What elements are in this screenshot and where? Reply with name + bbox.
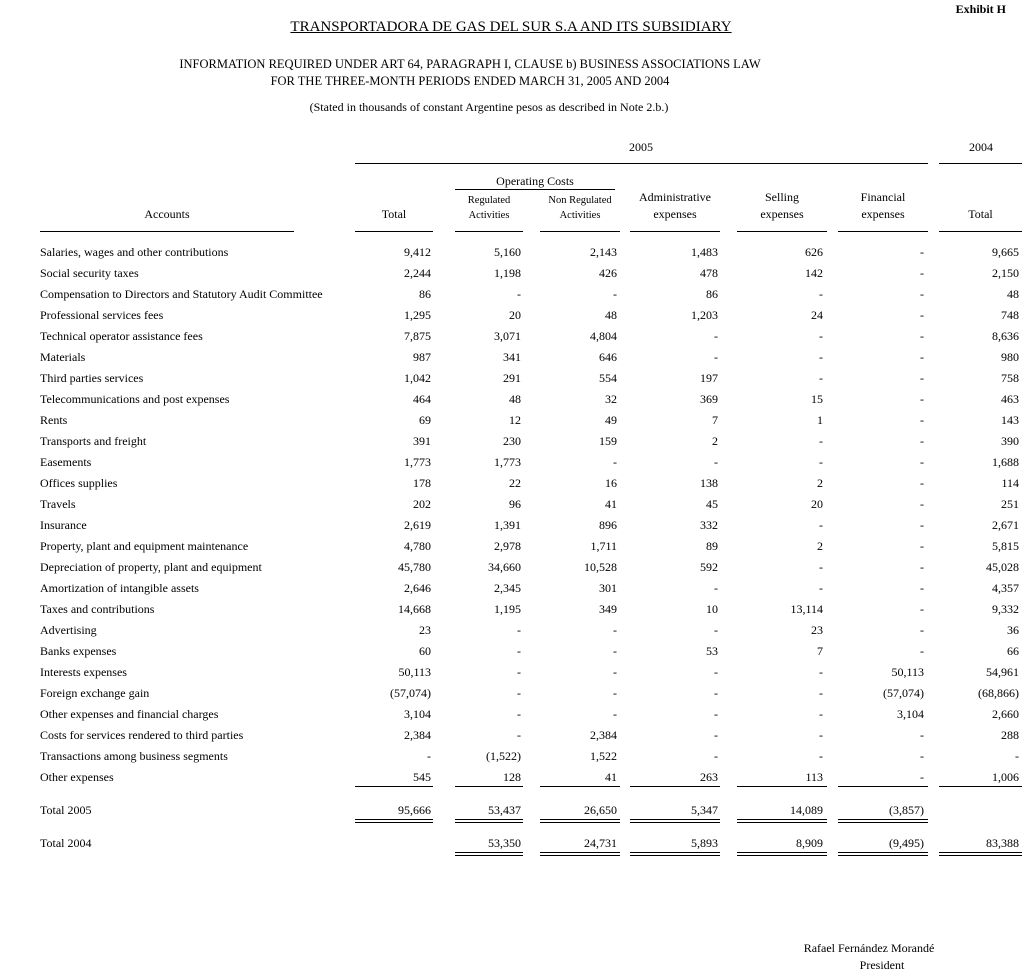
cell-administrative: - <box>714 686 718 700</box>
cell-administrative: 89 <box>706 539 718 553</box>
cell-total: 178 <box>413 476 431 490</box>
double-rule-bottom <box>838 855 928 856</box>
cell-selling: 24 <box>811 308 823 322</box>
account-label: Foreign exchange gain <box>40 686 150 700</box>
cell-total: 7,875 <box>404 329 431 343</box>
cell-selling: - <box>819 560 823 574</box>
total-cell-non-regulated: 26,650 <box>584 803 617 817</box>
double-rule-bottom <box>455 855 523 856</box>
total-cell-financial: (9,495) <box>889 836 924 850</box>
cell-financial: - <box>920 371 924 385</box>
cell-total: 9,412 <box>404 245 431 259</box>
cell-total-2004: 2,660 <box>992 707 1019 721</box>
account-label: Depreciation of property, plant and equipment <box>40 560 262 574</box>
cell-selling: - <box>819 581 823 595</box>
account-label: Insurance <box>40 518 87 532</box>
total-cell-administrative: 5,893 <box>691 836 718 850</box>
account-label: Rents <box>40 413 68 427</box>
cell-regulated: 2,978 <box>494 539 521 553</box>
total-cell-administrative: 5,347 <box>691 803 718 817</box>
cell-financial: - <box>920 476 924 490</box>
double-rule-bottom <box>737 855 827 856</box>
account-label: Interests expenses <box>40 665 127 679</box>
cell-selling: - <box>819 329 823 343</box>
account-label: Other expenses <box>40 770 114 784</box>
total-2004-header-rule <box>939 231 1022 232</box>
year-2004-header: 2004 <box>969 140 993 154</box>
cell-administrative: 138 <box>700 476 718 490</box>
double-rule-bottom <box>455 822 523 823</box>
double-rule-top <box>630 852 720 853</box>
total-cell-non-regulated: 24,731 <box>584 836 617 850</box>
cell-administrative: - <box>714 350 718 364</box>
cell-financial: - <box>920 749 924 763</box>
cell-financial: - <box>920 560 924 574</box>
subtotal-rule <box>455 786 523 787</box>
double-rule-bottom <box>540 855 620 856</box>
non-regulated-header-line2: Activities <box>559 210 601 221</box>
cell-regulated: - <box>517 686 521 700</box>
account-label: Costs for services rendered to third parties <box>40 728 244 742</box>
cell-selling: - <box>819 518 823 532</box>
cell-administrative: - <box>714 707 718 721</box>
cell-non-regulated: - <box>613 665 617 679</box>
cell-total-2004: 36 <box>1007 623 1019 637</box>
selling-header-line2: expenses <box>760 207 804 221</box>
subtotal-rule <box>737 786 827 787</box>
cell-total-2004: 463 <box>1001 392 1019 406</box>
cell-total-2004: 8,636 <box>992 329 1019 343</box>
cell-administrative: 10 <box>706 602 718 616</box>
cell-total-2004: 114 <box>1001 476 1019 490</box>
double-rule-top <box>737 852 827 853</box>
cell-financial: - <box>920 518 924 532</box>
cell-administrative: - <box>714 728 718 742</box>
administrative-header-line1: Administrative <box>639 190 711 204</box>
cell-total-2004: 9,665 <box>992 245 1019 259</box>
account-label: Easements <box>40 455 92 469</box>
cell-selling: 142 <box>805 266 823 280</box>
cell-selling: 20 <box>811 497 823 511</box>
cell-selling: 2 <box>817 539 823 553</box>
cell-administrative: 86 <box>706 287 718 301</box>
cell-non-regulated: 646 <box>599 350 617 364</box>
year-2005-header: 2005 <box>629 140 653 154</box>
cell-total-2004: 4,357 <box>992 581 1019 595</box>
cell-financial: - <box>920 392 924 406</box>
cell-total-2004: 5,815 <box>992 539 1019 553</box>
account-label: Compensation to Directors and Statutory Audit Committee <box>40 287 323 301</box>
account-label: Transactions among business segments <box>40 749 228 763</box>
double-rule-top <box>455 819 523 820</box>
cell-non-regulated: 301 <box>599 581 617 595</box>
double-rule-top <box>630 819 720 820</box>
cell-regulated: 48 <box>509 392 521 406</box>
account-label: Amortization of intangible assets <box>40 581 199 595</box>
cell-financial: - <box>920 455 924 469</box>
account-label: Telecommunications and post expenses <box>40 392 230 406</box>
total-cell-total-2004: 83,388 <box>986 836 1019 850</box>
cell-regulated: 1,391 <box>494 518 521 532</box>
subtotal-rule <box>630 786 720 787</box>
cell-non-regulated: - <box>613 686 617 700</box>
account-label: Property, plant and equipment maintenance <box>40 539 249 553</box>
cell-non-regulated: 159 <box>599 434 617 448</box>
cell-total: 4,780 <box>404 539 431 553</box>
subtotal-rule <box>939 786 1022 787</box>
cell-non-regulated: 4,804 <box>590 329 617 343</box>
regulated-header-rule <box>455 231 523 232</box>
cell-financial: - <box>920 266 924 280</box>
cell-total-2004: 390 <box>1001 434 1019 448</box>
cell-financial: - <box>920 623 924 637</box>
cell-regulated: 128 <box>503 770 521 784</box>
cell-administrative: 478 <box>700 266 718 280</box>
financial-header-line2: expenses <box>861 207 905 221</box>
total-header: Total <box>381 207 407 221</box>
cell-financial: - <box>920 308 924 322</box>
financial-header-rule <box>838 231 928 232</box>
cell-total: 2,646 <box>404 581 431 595</box>
cell-regulated: - <box>517 728 521 742</box>
cell-selling: - <box>819 707 823 721</box>
cell-selling: - <box>819 287 823 301</box>
cell-regulated: 1,773 <box>494 455 521 469</box>
year-2004-rule <box>939 163 1022 164</box>
cell-financial: - <box>920 329 924 343</box>
cell-financial: - <box>920 413 924 427</box>
cell-selling: - <box>819 455 823 469</box>
cell-financial: - <box>920 497 924 511</box>
cell-non-regulated: 426 <box>599 266 617 280</box>
cell-non-regulated: - <box>613 707 617 721</box>
cell-administrative: 53 <box>706 644 718 658</box>
cell-administrative: 332 <box>700 518 718 532</box>
cell-total-2004: 1,688 <box>992 455 1019 469</box>
total-cell-financial: (3,857) <box>889 803 924 817</box>
document-subtitle-1: INFORMATION REQUIRED UNDER ART 64, PARAGRAPH I, CLAUSE b) BUSINESS ASSOCIATIONS LAW <box>179 57 761 71</box>
cell-total-2004: 66 <box>1007 644 1019 658</box>
cell-total-2004: 758 <box>1001 371 1019 385</box>
cell-selling: 626 <box>805 245 823 259</box>
account-label: Technical operator assistance fees <box>40 329 203 343</box>
account-label: Travels <box>40 497 76 511</box>
cell-administrative: 592 <box>700 560 718 574</box>
cell-selling: 113 <box>805 770 823 784</box>
double-rule-bottom <box>939 855 1022 856</box>
document-subtitle-2: FOR THE THREE-MONTH PERIODS ENDED MARCH 31, 2005 AND 2004 <box>270 74 670 88</box>
cell-regulated: 291 <box>503 371 521 385</box>
cell-selling: 1 <box>817 413 823 427</box>
cell-regulated: 96 <box>509 497 521 511</box>
double-rule-top <box>838 852 928 853</box>
cell-total: 2,384 <box>404 728 431 742</box>
cell-total: 14,668 <box>398 602 431 616</box>
cell-total: 50,113 <box>398 665 431 679</box>
account-label: Advertising <box>40 623 97 637</box>
double-rule-top <box>939 852 1022 853</box>
total-2004-header: Total <box>968 207 993 221</box>
cell-financial: 3,104 <box>897 707 924 721</box>
cell-administrative: 7 <box>712 413 718 427</box>
account-label: Professional services fees <box>40 308 164 322</box>
account-label: Third parties services <box>40 371 144 385</box>
cell-total-2004: 2,671 <box>992 518 1019 532</box>
cell-financial: - <box>920 245 924 259</box>
cell-selling: - <box>819 749 823 763</box>
cell-total: 2,244 <box>404 266 431 280</box>
cell-selling: - <box>819 434 823 448</box>
cell-non-regulated: 1,522 <box>590 749 617 763</box>
cell-financial: - <box>920 434 924 448</box>
selling-header-rule <box>737 231 827 232</box>
cell-total: 391 <box>413 434 431 448</box>
subtotal-rule <box>355 786 433 787</box>
subtotal-rule <box>838 786 928 787</box>
cell-non-regulated: 49 <box>605 413 617 427</box>
cell-total-2004: 980 <box>1001 350 1019 364</box>
cell-total: 60 <box>419 644 431 658</box>
cell-total-2004: 143 <box>1001 413 1019 427</box>
cell-total-2004: (68,866) <box>978 686 1019 700</box>
cell-total: (57,074) <box>390 686 431 700</box>
cell-total: 1,295 <box>404 308 431 322</box>
cell-administrative: - <box>714 623 718 637</box>
double-rule-top <box>838 819 928 820</box>
cell-selling: - <box>819 665 823 679</box>
double-rule-top <box>540 819 620 820</box>
cell-total-2004: 2,150 <box>992 266 1019 280</box>
cell-administrative: - <box>714 455 718 469</box>
cell-selling: - <box>819 728 823 742</box>
cell-regulated: 1,195 <box>494 602 521 616</box>
cell-regulated: 1,198 <box>494 266 521 280</box>
cell-administrative: 263 <box>700 770 718 784</box>
total-cell-regulated: 53,350 <box>488 836 521 850</box>
accounts-header-rule <box>40 231 294 232</box>
cell-regulated: 230 <box>503 434 521 448</box>
cell-financial: - <box>920 644 924 658</box>
cell-non-regulated: 16 <box>605 476 617 490</box>
total-label: Total 2004 <box>40 836 92 850</box>
total-cell-regulated: 53,437 <box>488 803 521 817</box>
regulated-header-line1: Regulated <box>467 195 511 206</box>
cell-non-regulated: 41 <box>605 497 617 511</box>
cell-administrative: 2 <box>712 434 718 448</box>
cell-total: 987 <box>413 350 431 364</box>
cell-financial: - <box>920 581 924 595</box>
year-2005-rule <box>355 163 928 164</box>
administrative-header-rule <box>630 231 720 232</box>
cell-regulated: 12 <box>509 413 521 427</box>
cell-regulated: - <box>517 287 521 301</box>
cell-regulated: 341 <box>503 350 521 364</box>
cell-administrative: 45 <box>706 497 718 511</box>
cell-total-2004: 748 <box>1001 308 1019 322</box>
cell-total: 45,780 <box>398 560 431 574</box>
cell-regulated: - <box>517 623 521 637</box>
cell-financial: - <box>920 770 924 784</box>
cell-non-regulated: - <box>613 623 617 637</box>
accounts-header: Accounts <box>144 207 190 221</box>
cell-non-regulated: 2,143 <box>590 245 617 259</box>
cell-total: 545 <box>413 770 431 784</box>
cell-total-2004: 48 <box>1007 287 1019 301</box>
cell-selling: 13,114 <box>790 602 823 616</box>
cell-total: 1,773 <box>404 455 431 469</box>
total-cell-selling: 8,909 <box>796 836 823 850</box>
cell-financial: - <box>920 602 924 616</box>
cell-administrative: - <box>714 581 718 595</box>
cell-financial: - <box>920 539 924 553</box>
cell-financial: - <box>920 350 924 364</box>
cell-total-2004: 288 <box>1001 728 1019 742</box>
cell-administrative: - <box>714 329 718 343</box>
double-rule-bottom <box>355 822 433 823</box>
cell-total-2004: 1,006 <box>992 770 1019 784</box>
cell-selling: - <box>819 686 823 700</box>
cell-regulated: 34,660 <box>488 560 521 574</box>
cell-administrative: 1,203 <box>691 308 718 322</box>
cell-total: 86 <box>419 287 431 301</box>
cell-total: 3,104 <box>404 707 431 721</box>
non-regulated-header-line1: Non Regulated <box>548 195 612 206</box>
double-rule-bottom <box>630 855 720 856</box>
cell-regulated: - <box>517 707 521 721</box>
total-cell-selling: 14,089 <box>790 803 823 817</box>
cell-non-regulated: - <box>613 287 617 301</box>
cell-total-2004: - <box>1015 749 1019 763</box>
cell-administrative: - <box>714 749 718 763</box>
operating-costs-header: Operating Costs <box>496 174 574 188</box>
cell-total-2004: 9,332 <box>992 602 1019 616</box>
account-label: Other expenses and financial charges <box>40 707 219 721</box>
cell-selling: - <box>819 371 823 385</box>
cell-administrative: - <box>714 665 718 679</box>
signatory-name: Rafael Fernández Morandé <box>803 941 935 955</box>
cell-non-regulated: 10,528 <box>584 560 617 574</box>
regulated-header-line2: Activities <box>468 210 510 221</box>
cell-non-regulated: 349 <box>599 602 617 616</box>
cell-total: 69 <box>419 413 431 427</box>
cell-financial: 50,113 <box>891 665 924 679</box>
cell-total: 1,042 <box>404 371 431 385</box>
cell-total: 2,619 <box>404 518 431 532</box>
cell-total: 23 <box>419 623 431 637</box>
cell-total-2004: 251 <box>1001 497 1019 511</box>
subtotal-rule <box>540 786 620 787</box>
cell-financial: (57,074) <box>883 686 924 700</box>
double-rule-bottom <box>838 822 928 823</box>
cell-regulated: 20 <box>509 308 521 322</box>
cell-selling: 23 <box>811 623 823 637</box>
double-rule-top <box>455 852 523 853</box>
cell-regulated: 22 <box>509 476 521 490</box>
double-rule-bottom <box>540 822 620 823</box>
signatory-role: President <box>859 958 905 972</box>
cell-non-regulated: 1,711 <box>590 539 617 553</box>
cell-regulated: 3,071 <box>494 329 521 343</box>
cell-total-2004: 45,028 <box>986 560 1019 574</box>
cell-selling: 2 <box>817 476 823 490</box>
cell-total: - <box>427 749 431 763</box>
cell-regulated: - <box>517 644 521 658</box>
cell-financial: - <box>920 287 924 301</box>
currency-note: (Stated in thousands of constant Argentine pesos as described in Note 2.b.) <box>309 100 669 114</box>
double-rule-top <box>540 852 620 853</box>
exhibit-label: Exhibit H <box>955 2 1006 16</box>
cell-non-regulated: - <box>613 455 617 469</box>
cell-administrative: 1,483 <box>691 245 718 259</box>
account-label: Salaries, wages and other contributions <box>40 245 229 259</box>
cell-selling: 7 <box>817 644 823 658</box>
cell-total: 202 <box>413 497 431 511</box>
double-rule-bottom <box>630 822 720 823</box>
cell-non-regulated: 41 <box>605 770 617 784</box>
selling-header-line1: Selling <box>764 190 799 204</box>
account-label: Offices supplies <box>40 476 118 490</box>
account-label: Banks expenses <box>40 644 117 658</box>
cell-administrative: 369 <box>700 392 718 406</box>
cell-non-regulated: 2,384 <box>590 728 617 742</box>
account-label: Materials <box>40 350 86 364</box>
cell-total-2004: 54,961 <box>986 665 1019 679</box>
cell-regulated: 5,160 <box>494 245 521 259</box>
operating-costs-rule <box>455 189 615 190</box>
cell-total: 464 <box>413 392 431 406</box>
double-rule-top <box>737 819 827 820</box>
account-label: Transports and freight <box>40 434 147 448</box>
cell-non-regulated: 896 <box>599 518 617 532</box>
total-cell-total: 95,666 <box>398 803 431 817</box>
account-label: Taxes and contributions <box>40 602 155 616</box>
cell-regulated: 2,345 <box>494 581 521 595</box>
cell-regulated: - <box>517 665 521 679</box>
administrative-header-line2: expenses <box>653 207 697 221</box>
cell-non-regulated: - <box>613 644 617 658</box>
account-label: Social security taxes <box>40 266 139 280</box>
cell-non-regulated: 554 <box>599 371 617 385</box>
double-rule-bottom <box>737 822 827 823</box>
total-header-rule <box>355 231 433 232</box>
cell-regulated: (1,522) <box>486 749 521 763</box>
cell-non-regulated: 32 <box>605 392 617 406</box>
document-title: TRANSPORTADORA DE GAS DEL SUR S.A AND ITS SUBSIDIARY <box>290 19 732 35</box>
cell-selling: - <box>819 350 823 364</box>
financial-header-line1: Financial <box>860 190 906 204</box>
cell-administrative: 197 <box>700 371 718 385</box>
cell-selling: 15 <box>811 392 823 406</box>
non-regulated-header-rule <box>540 231 620 232</box>
total-label: Total 2005 <box>40 803 92 817</box>
cell-financial: - <box>920 728 924 742</box>
cell-non-regulated: 48 <box>605 308 617 322</box>
double-rule-top <box>355 819 433 820</box>
